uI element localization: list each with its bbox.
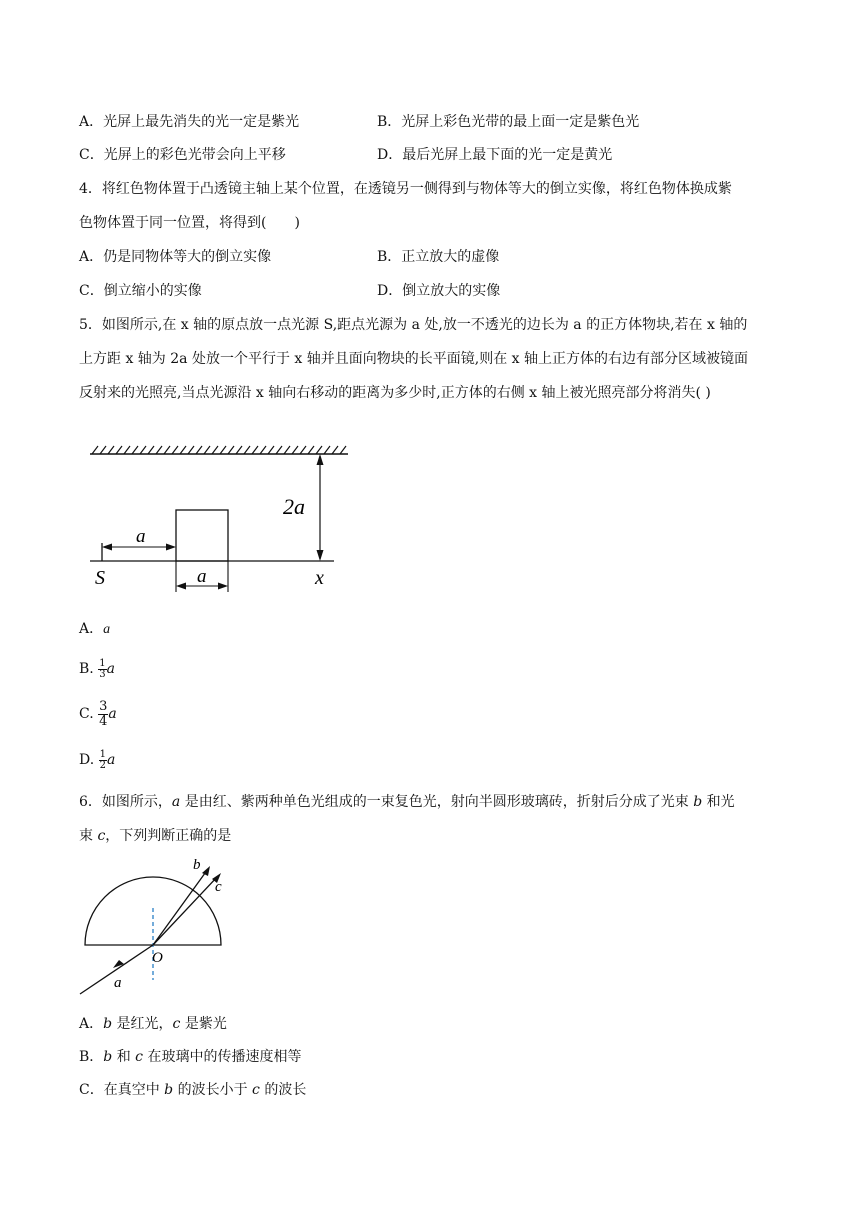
mirror-hatch-mark — [340, 446, 346, 454]
q6-option-c-c: c — [252, 1082, 260, 1098]
label-x: x — [315, 567, 324, 589]
q6-option-a — [79, 1015, 227, 1033]
q5-stem-line3: 反射来的光照亮,当点光源沿 x 轴向右移动的距离为多少时,正方体的右侧 x 轴上被光照亮部分将消失( ) — [79, 385, 711, 401]
mirror-hatch-mark — [100, 446, 106, 454]
mirror-hatch-mark — [228, 446, 234, 454]
label-b: b — [193, 857, 201, 873]
q6-stem-line2 — [79, 827, 231, 845]
q5-option-c — [79, 696, 117, 732]
q5-option-c-prefix: C. — [79, 706, 99, 722]
mirror-hatch-mark — [308, 446, 314, 454]
mirror-hatch-mark — [140, 446, 146, 454]
mirror-hatch-mark — [204, 446, 210, 454]
q5-option-a-prefix: A． — [79, 621, 104, 637]
mirror-hatch-mark — [300, 446, 306, 454]
q6-option-b-pre: B． — [79, 1049, 104, 1065]
mirror-hatch-mark — [92, 446, 98, 454]
q4-option-a: A．仍是同物体等大的倒立实像 — [79, 249, 272, 265]
q6-stem-text-4: 束 — [79, 828, 98, 844]
mirror-hatch-mark — [220, 446, 226, 454]
q6-option-b — [79, 1048, 301, 1066]
q6-stem-var-c: c — [97, 828, 106, 844]
label-O: O — [152, 950, 163, 966]
q5-option-b-num: 1 — [99, 657, 106, 669]
q6-option-a-mid: 是红光， — [112, 1016, 173, 1032]
q5-option-c-var: a — [108, 706, 117, 722]
label-a-top: a — [136, 526, 146, 547]
label-a-bottom: a — [197, 566, 207, 587]
q5-option-a — [79, 620, 110, 639]
q6-stem-var-b: b — [693, 794, 703, 810]
q6-option-c-mid: 的波长小于 — [173, 1082, 253, 1098]
q4-option-d: D．倒立放大的实像 — [377, 283, 501, 299]
q3-option-a: A．光屏上最先消失的光一定是紫光 — [79, 114, 300, 130]
label-2a: 2a — [283, 494, 305, 519]
q6-stem-text-1: 6．如图所示， — [79, 794, 172, 810]
q5-option-d-prefix: D. — [79, 752, 99, 768]
q6-option-c-pre: C．在真空中 — [79, 1082, 165, 1098]
q5-option-c-den: 4 — [99, 713, 108, 729]
q6-option-a-post: 是紫光 — [180, 1016, 227, 1032]
q6-option-b-b: b — [103, 1049, 113, 1065]
mirror-hatch-mark — [252, 446, 258, 454]
label-c: c — [215, 879, 222, 895]
q6-option-c — [79, 1081, 306, 1099]
q5-option-c-fraction — [98, 700, 108, 729]
label-S: S — [95, 567, 105, 589]
q5-mirror-diagram — [80, 440, 360, 600]
q3-option-d: D．最后光屏上最下面的光一定是黄光 — [377, 147, 613, 163]
q5-option-a-value: a — [103, 622, 111, 637]
q4-stem-line2: 色物体置于同一位置，将得到( ) — [79, 215, 300, 231]
mirror-hatch-mark — [188, 446, 194, 454]
mirror-hatch-mark — [108, 446, 114, 454]
mirror-hatch-mark — [124, 446, 130, 454]
q5-option-d-num: 1 — [99, 748, 107, 760]
q5-option-b-var: a — [106, 661, 115, 677]
mirror-hatch-mark — [292, 446, 298, 454]
q6-semicircle-diagram — [74, 852, 234, 1000]
q4-stem-line1: 4．将红色物体置于凸透镜主轴上某个位置，在透镜另一侧得到与物体等大的倒立实像，将红色物体换成紫 — [79, 181, 732, 197]
q5-option-d-var: a — [107, 752, 116, 768]
mirror-hatch-mark — [212, 446, 218, 454]
q6-option-b-c: c — [135, 1049, 144, 1065]
q5-option-b-den: 3 — [99, 668, 106, 680]
q5-option-b — [79, 655, 115, 683]
q3-option-c: C．光屏上的彩色光带会向上平移 — [79, 147, 286, 163]
q6-option-b-post: 在玻璃中的传播速度相等 — [143, 1049, 302, 1065]
mirror-hatch-mark — [164, 446, 170, 454]
mirror-hatch-mark — [172, 446, 178, 454]
q5-option-c-num: 3 — [99, 698, 108, 714]
mirror-hatch-mark — [244, 446, 250, 454]
q5-option-b-prefix: B. — [79, 661, 99, 677]
q6-stem-line1 — [79, 793, 735, 811]
mirror-hatch-mark — [332, 446, 338, 454]
mirror-hatch-mark — [284, 446, 290, 454]
label-a: a — [114, 975, 122, 991]
q4-option-b: B．正立放大的虚像 — [377, 249, 500, 265]
q3-option-b: B．光屏上彩色光带的最上面一定是紫色光 — [377, 114, 640, 130]
q6-option-a-b: b — [103, 1016, 113, 1032]
mirror-hatch-mark — [276, 446, 282, 454]
q6-option-a-pre: A． — [79, 1016, 104, 1032]
mirror-hatch-mark — [260, 446, 266, 454]
q6-stem-text-3: 和光 — [702, 794, 735, 810]
mirror-hatch-mark — [236, 446, 242, 454]
q6-stem-var-a: a — [171, 794, 181, 810]
mirror-hatch-mark — [324, 446, 330, 454]
q5-option-d-fraction — [99, 750, 107, 771]
q6-option-c-b: b — [164, 1082, 174, 1098]
q4-option-c: C．倒立缩小的实像 — [79, 283, 202, 299]
q6-stem-text-5: ，下列判断正确的是 — [105, 828, 232, 844]
mirror-hatch-mark — [268, 446, 274, 454]
mirror-hatch-mark — [180, 446, 186, 454]
mirror-hatch-mark — [132, 446, 138, 454]
q6-option-a-c: c — [172, 1016, 181, 1032]
q5-stem-line2: 上方距 x 轴为 2a 处放一个平行于 x 轴并且面向物块的长平面镜,则在 x 轴上正方体的右边有部分区域被镜面 — [79, 351, 748, 367]
mirror-hatch-mark — [196, 446, 202, 454]
q5-option-d — [79, 746, 115, 774]
q5-option-b-fraction — [98, 659, 106, 680]
q5-option-d-den: 2 — [99, 759, 107, 771]
mirror-hatch-mark — [316, 446, 322, 454]
q6-stem-text-2: 是由红、紫两种单色光组成的一束复色光，射向半圆形玻璃砖，折射后分成了光束 — [180, 794, 694, 810]
q6-option-b-mid: 和 — [112, 1049, 136, 1065]
mirror-hatch-mark — [156, 446, 162, 454]
mirror-hatch-mark — [148, 446, 154, 454]
q6-option-c-post: 的波长 — [259, 1082, 307, 1098]
q5-stem-line1: 5．如图所示,在 x 轴的原点放一点光源 S,距点光源为 a 处,放一不透光的边长为 a 的正方体物块,若在 x 轴的 — [79, 317, 748, 333]
mirror-hatch-mark — [116, 446, 122, 454]
